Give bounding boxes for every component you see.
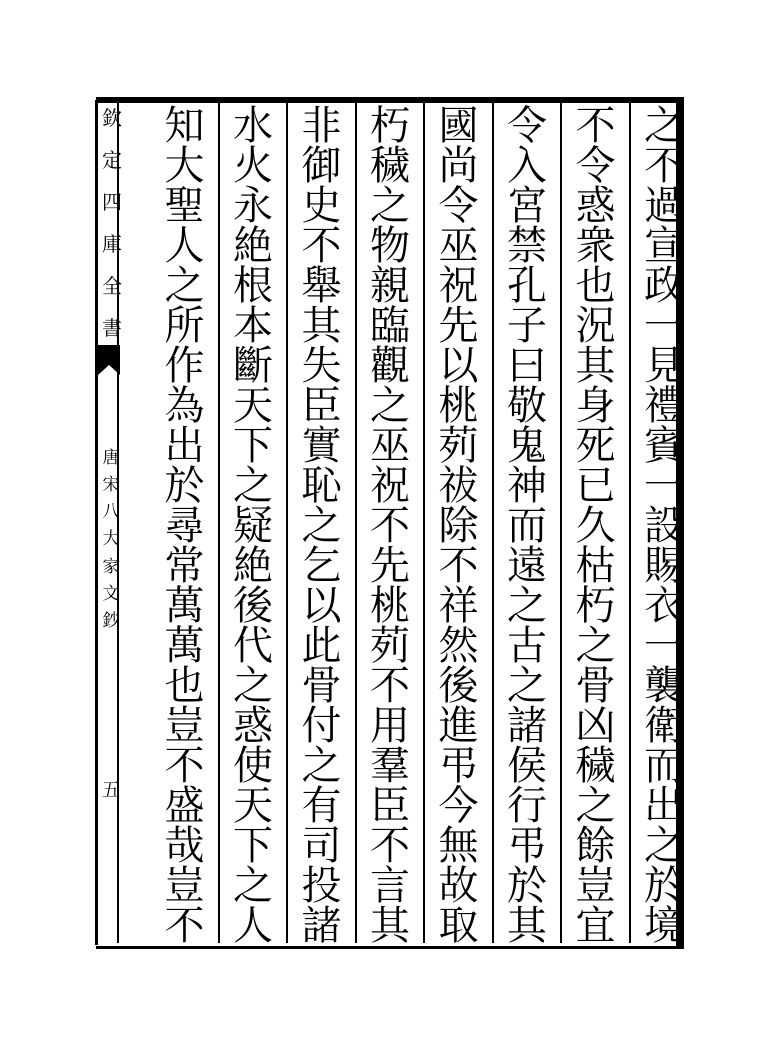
text-char: 豈	[164, 703, 205, 749]
text-char: 今	[438, 783, 479, 829]
text-char: 衛	[644, 703, 684, 749]
text-char: 一	[644, 303, 684, 349]
text-char: 常	[164, 543, 205, 589]
text-char: 為	[164, 383, 205, 429]
text-char: 茢	[438, 423, 479, 469]
text-char: 巫	[438, 223, 479, 269]
column-rule	[286, 103, 288, 943]
text-char: 恥	[301, 463, 342, 509]
text-char: 諸	[507, 703, 547, 749]
text-char: 臣	[370, 783, 410, 829]
text-char: 之	[644, 823, 684, 869]
text-char: 物	[370, 223, 410, 269]
text-char: 之	[575, 623, 616, 669]
text-char: 斷	[233, 343, 273, 389]
collection-title-char: 書	[102, 316, 122, 340]
text-char: 之	[575, 783, 616, 829]
text-char: 付	[301, 703, 342, 749]
text-char: 而	[644, 743, 684, 789]
text-char: 故	[438, 863, 479, 909]
text-column	[638, 103, 690, 949]
text-char: 茢	[370, 623, 410, 669]
text-char: 不	[164, 743, 205, 789]
text-char: 投	[301, 863, 342, 909]
text-char: 之	[233, 663, 273, 709]
text-char: 之	[507, 583, 547, 629]
text-char: 羣	[370, 743, 410, 789]
text-char: 不	[370, 503, 410, 549]
text-char: 桃	[438, 383, 479, 429]
text-char: 而	[507, 503, 547, 549]
text-char: 設	[644, 503, 684, 549]
text-char: 死	[575, 423, 616, 469]
text-char: 取	[438, 903, 479, 949]
text-char: 永	[233, 183, 273, 229]
text-char: 乞	[301, 543, 342, 589]
text-char: 其	[301, 303, 342, 349]
text-char: 骨	[575, 663, 616, 709]
text-char: 之	[644, 103, 684, 149]
text-char: 之	[301, 503, 342, 549]
text-char: 曰	[507, 343, 547, 389]
text-char: 不	[370, 663, 410, 709]
text-char: 祓	[438, 463, 479, 509]
text-char: 然	[438, 623, 479, 669]
text-char: 御	[301, 143, 342, 189]
text-char: 子	[507, 303, 547, 349]
text-char: 已	[575, 463, 616, 509]
text-char: 盛	[164, 783, 205, 829]
text-char: 於	[644, 863, 684, 909]
text-char: 天	[233, 383, 273, 429]
text-char: 有	[301, 783, 342, 829]
text-column	[364, 103, 416, 949]
text-char: 衆	[575, 223, 616, 269]
text-column	[296, 103, 348, 949]
spine-line	[95, 100, 98, 945]
text-char: 孔	[507, 263, 547, 309]
text-char: 絶	[233, 543, 273, 589]
text-char: 之	[370, 183, 410, 229]
text-char: 進	[438, 703, 479, 749]
book-title-char: 八	[102, 502, 120, 523]
text-char: 不	[164, 903, 205, 949]
text-char: 根	[233, 263, 273, 309]
text-char: 臣	[301, 383, 342, 429]
text-char: 穢	[370, 143, 410, 189]
text-char: 史	[301, 183, 342, 229]
text-char: 疑	[233, 503, 273, 549]
text-char: 大	[164, 143, 205, 189]
text-column	[227, 103, 279, 949]
text-char: 萬	[164, 583, 205, 629]
text-char: 後	[438, 663, 479, 709]
text-char: 聖	[164, 183, 205, 229]
text-char: 諸	[301, 903, 342, 949]
text-char: 鬼	[507, 423, 547, 469]
text-char: 古	[507, 623, 547, 669]
text-char: 祝	[370, 463, 410, 509]
text-column	[570, 103, 622, 949]
column-rule	[629, 103, 631, 943]
text-char: 所	[164, 303, 205, 349]
text-char: 惑	[233, 703, 273, 749]
text-char: 國	[438, 103, 479, 149]
text-char: 不	[644, 143, 684, 189]
text-column	[433, 103, 485, 949]
text-char: 賜	[644, 543, 684, 589]
text-char: 之	[164, 263, 205, 309]
text-char: 凶	[575, 703, 616, 749]
text-char: 之	[233, 463, 273, 509]
collection-title-char: 庫	[102, 232, 122, 256]
text-char: 祥	[438, 583, 479, 629]
text-char: 境	[644, 903, 684, 949]
column-rule	[423, 103, 425, 943]
text-char: 哉	[164, 823, 205, 869]
column-rule	[560, 103, 562, 943]
text-char: 敬	[507, 383, 547, 429]
collection-title	[100, 108, 124, 338]
text-char: 見	[644, 343, 684, 389]
text-char: 以	[438, 343, 479, 389]
text-char: 不	[438, 543, 479, 589]
text-char: 過	[644, 183, 684, 229]
text-char: 舉	[301, 263, 342, 309]
text-char: 人	[233, 903, 273, 949]
text-char: 除	[438, 503, 479, 549]
text-char: 朽	[370, 103, 410, 149]
column-rule	[218, 103, 220, 943]
text-char: 後	[233, 583, 273, 629]
text-char: 其	[575, 343, 616, 389]
text-char: 也	[575, 263, 616, 309]
text-char: 萬	[164, 623, 205, 669]
text-char: 言	[370, 863, 410, 909]
book-title-char: 大	[102, 529, 120, 550]
text-char: 令	[438, 183, 479, 229]
text-char: 令	[507, 103, 547, 149]
text-char: 也	[164, 663, 205, 709]
text-char: 穢	[575, 743, 616, 789]
text-char: 之	[370, 383, 410, 429]
text-char: 之	[507, 663, 547, 709]
text-char: 水	[233, 103, 273, 149]
text-char: 弔	[507, 823, 547, 869]
text-char: 無	[438, 823, 479, 869]
text-char: 宮	[507, 183, 547, 229]
book-title	[100, 450, 122, 630]
collection-title-char: 定	[102, 148, 122, 172]
text-char: 代	[233, 623, 273, 669]
column-rule	[492, 103, 494, 943]
text-char: 朽	[575, 583, 616, 629]
text-char: 此	[301, 623, 342, 669]
collection-title-char: 欽	[102, 106, 122, 130]
book-title-char: 家	[102, 556, 120, 577]
text-char: 衣	[644, 583, 684, 629]
text-char: 襲	[644, 663, 684, 709]
text-char: 豈	[575, 863, 616, 909]
text-char: 本	[233, 303, 273, 349]
text-char: 侯	[507, 743, 547, 789]
text-char: 尚	[438, 143, 479, 189]
text-char: 觀	[370, 343, 410, 389]
text-char: 不	[575, 103, 616, 149]
text-char: 其	[370, 903, 410, 949]
text-char: 政	[644, 263, 684, 309]
text-char: 豈	[164, 863, 205, 909]
text-char: 人	[164, 223, 205, 269]
text-char: 禁	[507, 223, 547, 269]
text-char: 祝	[438, 263, 479, 309]
text-char: 行	[507, 783, 547, 829]
text-char: 絶	[233, 223, 273, 269]
text-char: 實	[301, 423, 342, 469]
text-char: 下	[233, 423, 273, 469]
text-char: 天	[233, 783, 273, 829]
text-char: 枯	[575, 543, 616, 589]
book-title-char: 唐	[102, 448, 120, 468]
text-char: 臨	[370, 303, 410, 349]
text-char: 禮	[644, 383, 684, 429]
text-char: 遠	[507, 543, 547, 589]
text-char: 於	[507, 863, 547, 909]
text-char: 知	[164, 103, 205, 149]
text-char: 骨	[301, 663, 342, 709]
book-title-char: 鈔	[102, 610, 120, 631]
text-char: 火	[233, 143, 273, 189]
text-char: 一	[644, 623, 684, 669]
fishtail-mark-icon	[98, 345, 120, 385]
text-char: 其	[507, 903, 547, 949]
text-char: 令	[575, 143, 616, 189]
text-char: 先	[438, 303, 479, 349]
text-char: 使	[233, 743, 273, 789]
text-char: 作	[164, 343, 205, 389]
text-column	[501, 103, 553, 949]
text-char: 於	[164, 463, 205, 509]
text-char: 不	[301, 223, 342, 269]
text-char: 出	[164, 423, 205, 469]
book-title-char: 文	[102, 583, 120, 604]
text-char: 宣	[644, 223, 684, 269]
column-rule	[355, 103, 357, 943]
text-char: 用	[370, 703, 410, 749]
text-column	[159, 103, 211, 949]
text-char: 之	[233, 863, 273, 909]
text-char: 賓	[644, 423, 684, 469]
text-char: 身	[575, 383, 616, 429]
text-char: 不	[370, 823, 410, 869]
text-char: 之	[301, 743, 342, 789]
text-char: 出	[644, 783, 684, 829]
page-number: 五	[102, 780, 120, 801]
text-char: 入	[507, 143, 547, 189]
text-char: 久	[575, 503, 616, 549]
book-title-char: 宋	[102, 475, 120, 496]
text-char: 以	[301, 583, 342, 629]
text-char: 司	[301, 823, 342, 869]
text-char: 一	[644, 463, 684, 509]
text-char: 非	[301, 103, 342, 149]
text-char: 餘	[575, 823, 616, 869]
text-char: 況	[575, 303, 616, 349]
text-char: 神	[507, 463, 547, 509]
text-char: 尋	[164, 503, 205, 549]
collection-title-char: 四	[102, 190, 122, 214]
text-char: 巫	[370, 423, 410, 469]
text-char: 下	[233, 823, 273, 869]
text-char: 失	[301, 343, 342, 389]
text-char: 弔	[438, 743, 479, 789]
text-char: 宜	[575, 903, 616, 949]
text-char: 親	[370, 263, 410, 309]
text-char: 桃	[370, 583, 410, 629]
text-char: 惑	[575, 183, 616, 229]
text-char: 先	[370, 543, 410, 589]
collection-title-char: 全	[102, 274, 122, 298]
